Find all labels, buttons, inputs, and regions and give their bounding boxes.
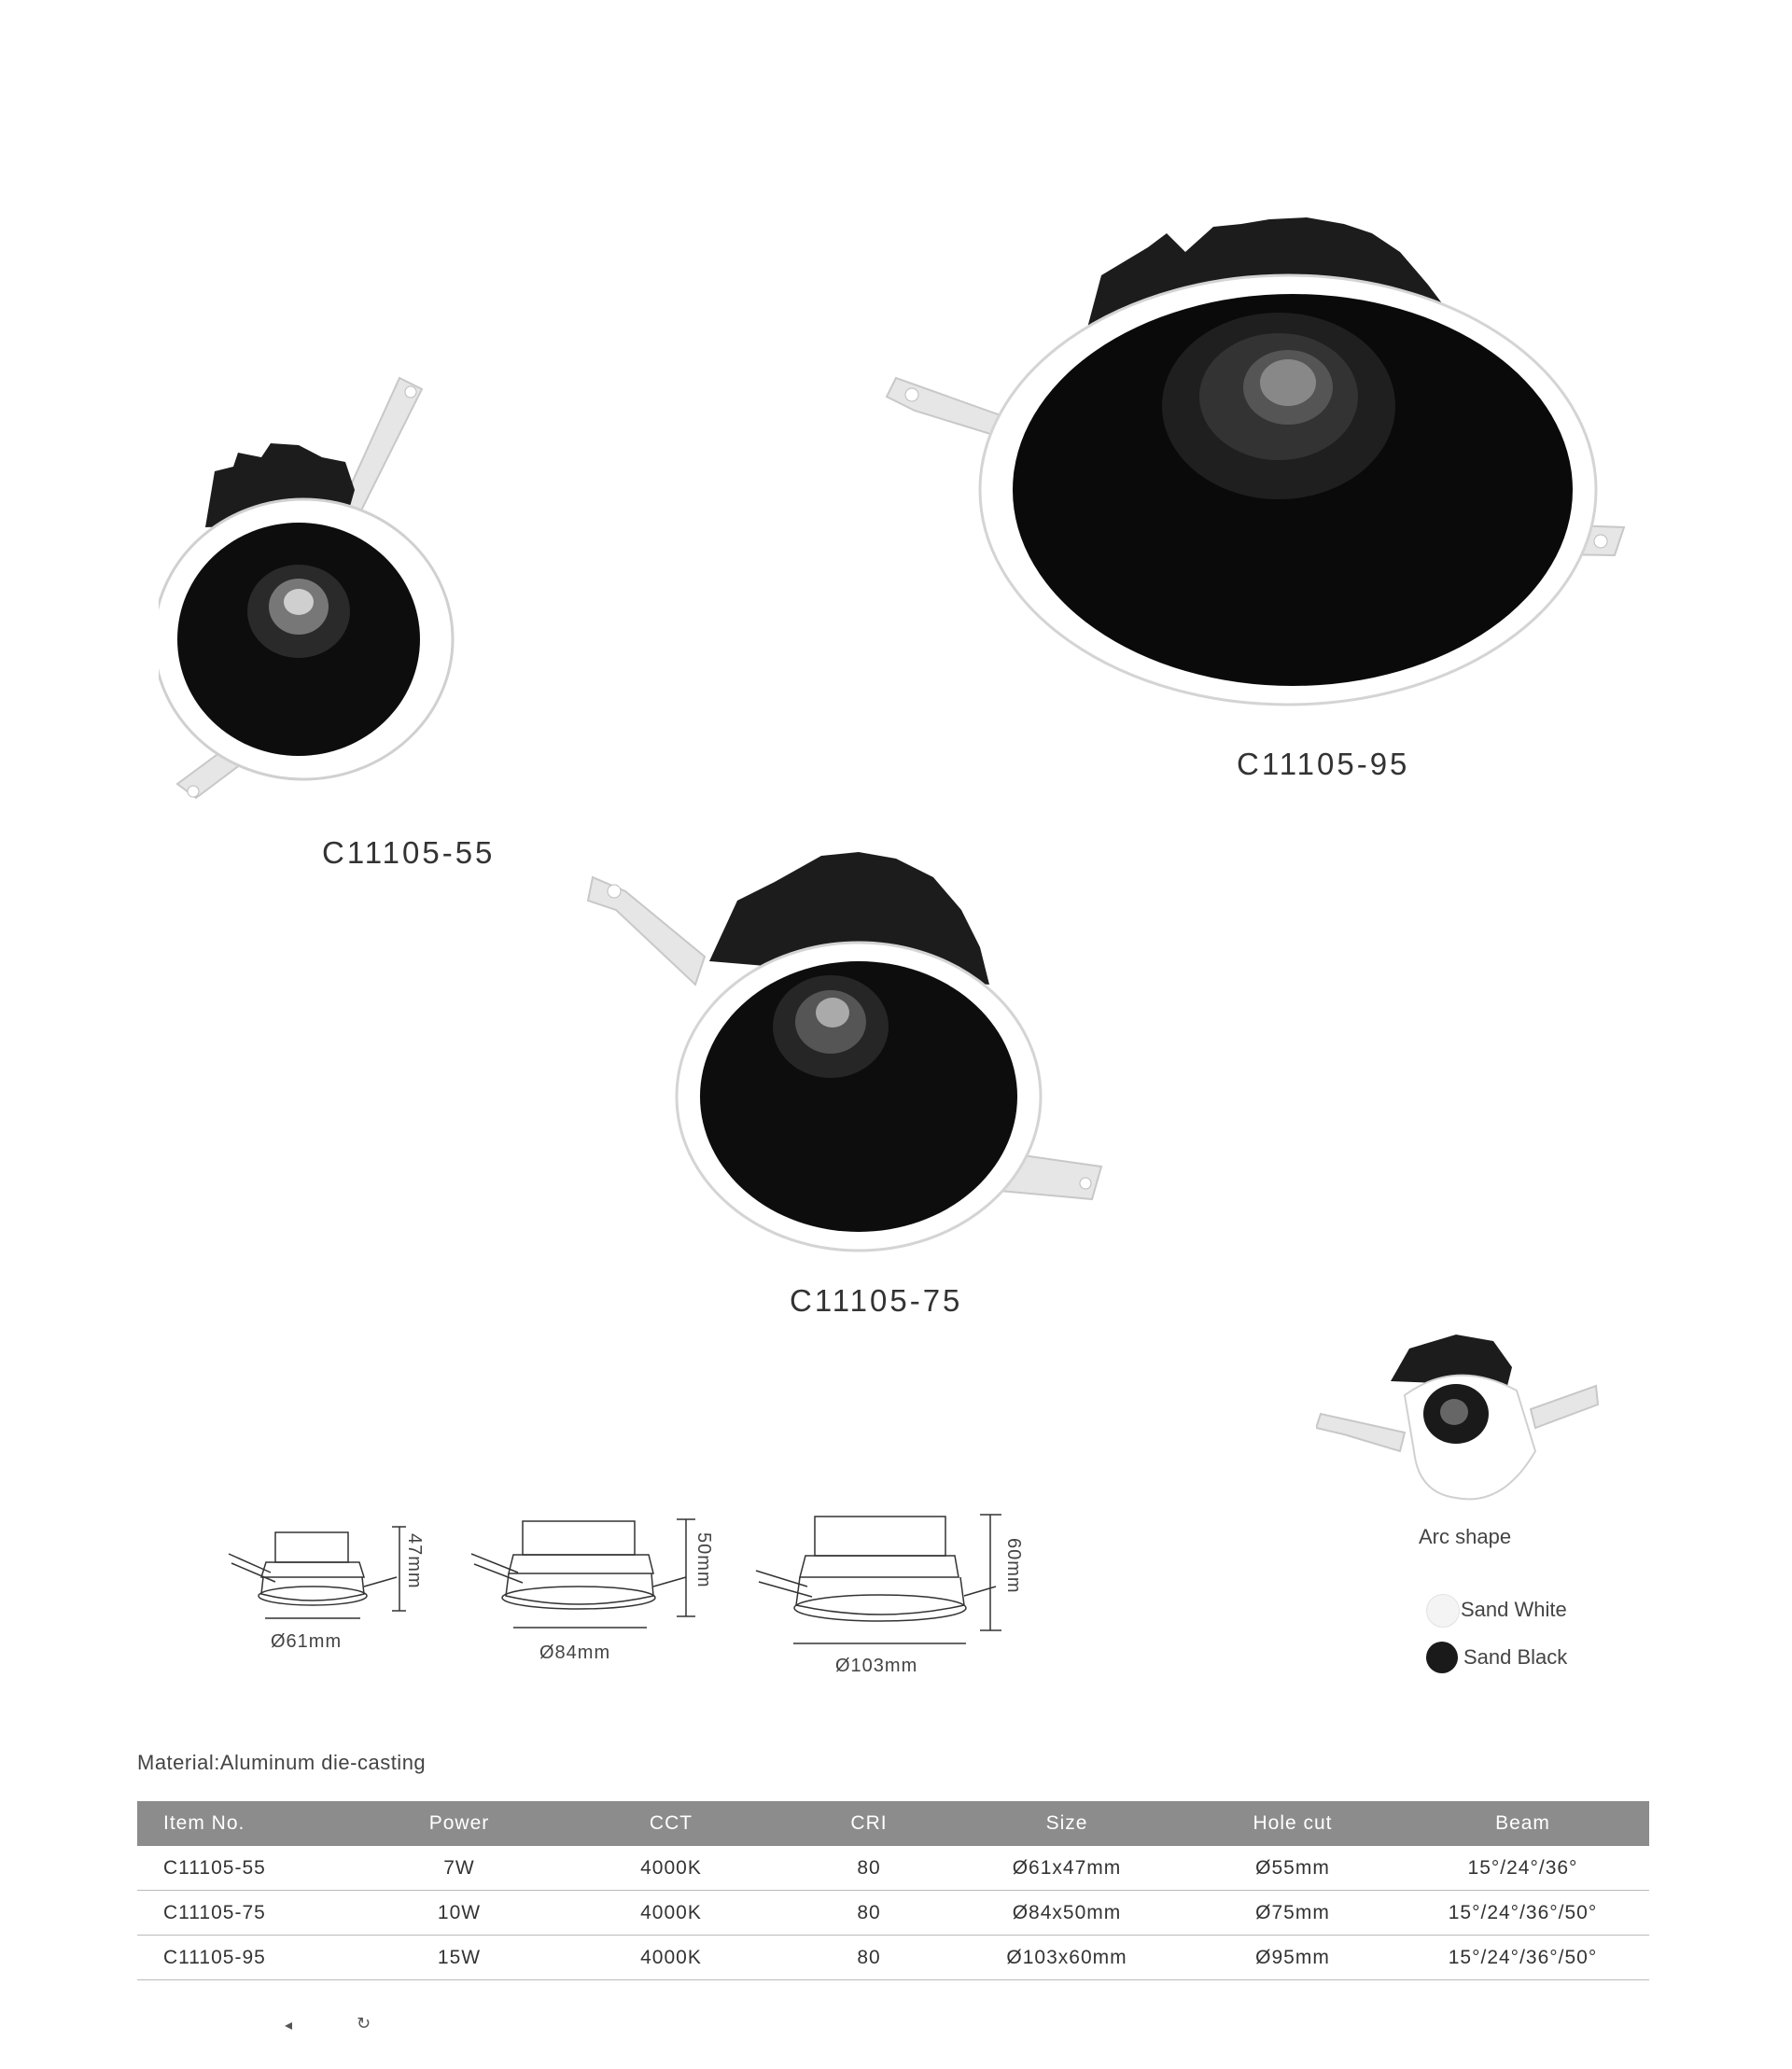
cell-item-no: C11105-55: [137, 1846, 370, 1891]
cell-item-no: C11105-95: [137, 1936, 370, 1980]
spec-table-header-row: [137, 1801, 1649, 1846]
cell-size: Ø103x60mm: [945, 1936, 1189, 1980]
sand-white-swatch: [1426, 1594, 1460, 1628]
header-power: Power: [370, 1801, 549, 1846]
cell-hole-cut: Ø55mm: [1189, 1846, 1396, 1891]
product-label-c11105-55: C11105-55: [322, 835, 496, 870]
cell-power: 15W: [370, 1936, 549, 1980]
cell-size: Ø61x47mm: [945, 1846, 1189, 1891]
material-text: Material:Aluminum die-casting: [137, 1751, 427, 1774]
cell-beam: 15°/24°/36°: [1396, 1846, 1649, 1891]
product-image-c11105-95: [877, 210, 1643, 714]
sand-white-label: Sand White: [1461, 1598, 1567, 1621]
cell-power: 7W: [370, 1846, 549, 1891]
sand-black-label: Sand Black: [1463, 1645, 1568, 1669]
cell-hole-cut: Ø75mm: [1189, 1891, 1396, 1936]
header-item-no: Item No.: [137, 1801, 370, 1846]
cell-cri: 80: [793, 1846, 945, 1891]
product-image-c11105-55: [159, 369, 588, 826]
dimension-drawing-3: [751, 1507, 1022, 1657]
spec-table: [137, 1801, 1649, 1980]
cell-cct: 4000K: [549, 1936, 793, 1980]
dimension-diameter-1: Ø61mm: [271, 1631, 343, 1652]
header-size: Size: [945, 1801, 1189, 1846]
dimension-diameter-2: Ø84mm: [539, 1643, 611, 1663]
dimension-height-2: 50mm: [693, 1532, 714, 1588]
cell-cct: 4000K: [549, 1891, 793, 1936]
product-label-c11105-75: C11105-75: [790, 1283, 963, 1318]
table-row: [137, 1891, 1649, 1936]
cell-size: Ø84x50mm: [945, 1891, 1189, 1936]
cell-cri: 80: [793, 1891, 945, 1936]
dimension-drawing-1: [224, 1521, 429, 1633]
refresh-icon[interactable]: ↻: [357, 2014, 371, 2033]
header-hole-cut: Hole cut: [1189, 1801, 1396, 1846]
dimension-diameter-3: Ø103mm: [835, 1656, 918, 1676]
dimension-drawing-2: [467, 1512, 728, 1643]
dimension-height-3: 60mm: [1003, 1538, 1024, 1594]
cell-beam: 15°/24°/36°/50°: [1396, 1936, 1649, 1980]
dimension-height-1: 47mm: [404, 1533, 425, 1589]
header-beam: Beam: [1396, 1801, 1649, 1846]
cell-cct: 4000K: [549, 1846, 793, 1891]
product-image-c11105-75: [579, 845, 1111, 1255]
sand-black-swatch: [1426, 1642, 1458, 1673]
arc-shape-image: [1316, 1330, 1601, 1507]
table-row: [137, 1936, 1649, 1980]
cell-cri: 80: [793, 1936, 945, 1980]
cell-hole-cut: Ø95mm: [1189, 1936, 1396, 1980]
product-label-c11105-95: C11105-95: [1237, 747, 1410, 781]
cell-power: 10W: [370, 1891, 549, 1936]
cell-item-no: C11105-75: [137, 1891, 370, 1936]
header-cct: CCT: [549, 1801, 793, 1846]
header-cri: CRI: [793, 1801, 945, 1846]
cell-beam: 15°/24°/36°/50°: [1396, 1891, 1649, 1936]
arc-shape-label: Arc shape: [1419, 1525, 1512, 1548]
table-row: [137, 1846, 1649, 1891]
prev-icon[interactable]: ◂: [285, 2018, 293, 2034]
